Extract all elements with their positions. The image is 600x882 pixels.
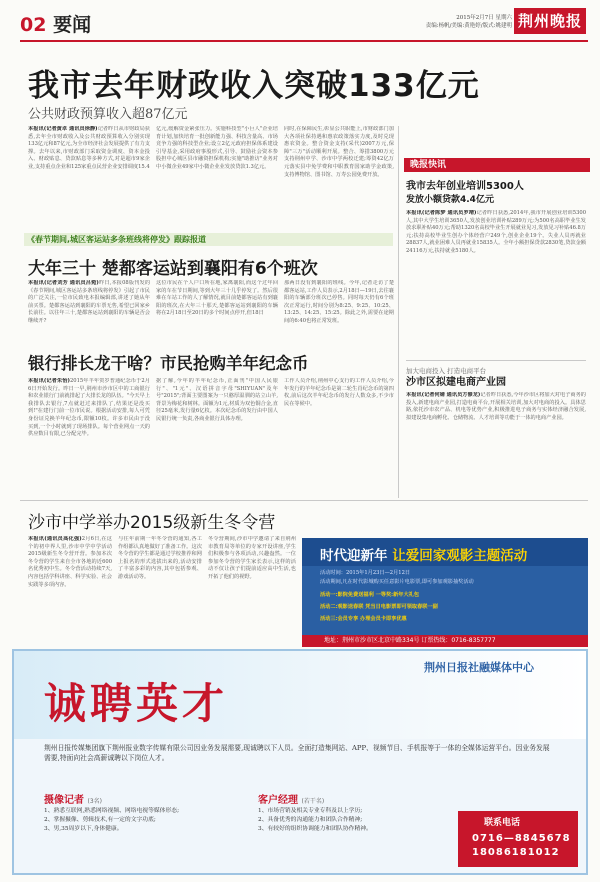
camp-byline: 本报讯(通讯员高化强) xyxy=(28,536,82,542)
sidebar-item2-title: 加大电商投入 打造电商平台 xyxy=(406,367,487,375)
role-account-reqs xyxy=(258,807,448,834)
header-rule xyxy=(20,40,588,42)
section-header xyxy=(20,10,91,37)
spring-col-1 xyxy=(28,280,150,342)
role-camera-count: (3名) xyxy=(87,798,102,805)
sidebar-item1-body xyxy=(406,210,586,356)
lead-text-1: 记者昨日从市财政局获悉,去年全市财政收入及公共财政预算收入分别实现133亿元和87亿元,为全市经济社会发展提供了有力支撑。去年以来,市财政部门采取资金调度、资本金投入、财政贴息、贷款贴息等多种方式,对是超市9家企业,支持重点企业和125家重点民营企业安排调度15.4 xyxy=(28,126,150,170)
role-camera-req-3: 3、男,35周岁以下,身体健康。 xyxy=(44,826,123,832)
cinema-ad-line-2: 活动期间,凡在时代影城购买任意影片电影票,即可参加观影抽奖活动 xyxy=(320,579,474,585)
coin-headline: 银行排长龙干啥？市民抢购羊年纪念币 xyxy=(28,354,309,373)
section-number: 02 xyxy=(20,14,47,36)
coin-text-2: 据了解,今年的羊年纪念币,正面刊"中国人民银行"、"1元"、汉语拼音字母"SHIYUAN"及年号"2015";背面主要图案为一只憨厚温驯的站立山羊,背景为梅花和树林。面额为1元,材质为双色铜合金,直径25毫米,发行量6亿枚。本次纪念币的发行由中国人民银行统一负责,各商业银行具体办理。 xyxy=(156,378,278,422)
issue-date: 2015年2月7日 星期六 xyxy=(456,15,512,21)
cinema-ad-title: 时代迎新年 让爱回家观影主题活动 xyxy=(320,548,528,564)
cinema-ad-line-4: 活动二:观影送春联 凭当日电影票即可领取春联一副 xyxy=(320,604,438,610)
camp-col-3 xyxy=(208,536,296,644)
masthead-logo: 荆州晚报 xyxy=(514,8,586,34)
spring-col-3 xyxy=(284,280,394,342)
lead-subhead: 公共财政预算收入超87亿元 xyxy=(28,107,188,122)
lead-col-2 xyxy=(156,126,278,222)
sidebar-item1-text: 记者昨日获悉,2014年,我市开展创业培训5300人,其中大学生培训3650人,发放创业培训补贴289万元;为500名高职毕业生发放求职补贴40万元;帮助1320名高校毕业生开展就业见习,发放见习补贴46.8万元;扶持高校毕业生创办个体经营户249个,创业企业19个。失业人员再就业28837人,就业困难人员再就业15835人。全年小额担保贷款2830笔,贷款金额24116万元,扶持就业5180人。 xyxy=(406,210,586,254)
hiring-ad-intro: 荆州日报传媒集团旗下荆州报业数字传媒有限公司因业务发展需要,现诚聘以下人员。全面打造集网站、APP、视频节目、手机报等于一体的全媒体运营平台。因业务发展需要,特面向社会高薪诚聘以下岗位人才。 xyxy=(44,744,550,762)
role-account-manager: 客户经理 (若干名) xyxy=(258,795,325,806)
cinema-ad-line-1: 活动时间：2015年1月23日—2月12日 xyxy=(320,570,411,576)
camp-col-1 xyxy=(28,536,112,644)
section-name: 要闻 xyxy=(53,14,92,36)
sidebar-item2-text: 记者昨日获悉,今年沙市区将加大对电子商务的投入,新建电商产业园,打造电商平台,开展相关培训,加大对电商的投入。具体思路,依托沙市农产品、机电等优势产业,积极推进电子商务与实体经济融合发展,拟建设集电商孵化、仓储物流、人才培训等功能于一体的电商产业园。 xyxy=(406,392,586,421)
dateline xyxy=(426,14,512,30)
cinema-ad xyxy=(302,538,588,647)
role-camera-req-2: 2、掌握摄像、剪辑技术,有一定的文字功底; xyxy=(44,817,156,823)
role-account-req-2: 2、具备优秀的沟通能力和团队合作精神; xyxy=(258,817,363,823)
followup-banner: 《春节期间,城区客运站多条班线将停发》跟踪报道 xyxy=(24,233,393,246)
spring-byline: 本报讯(记者刘芳 通讯员吕菀) xyxy=(28,280,99,286)
spring-text-1: 昨日,本报08版刊发的《春节期间,城区客运站多条班线将停发》引起了市民的广泛关注,一位市民致电本报编辑部,讲述了她从年前买票。楚都客运站到襄阳的车票无售,希望已回家乡长前往。以往年三十,楚都客运站到襄阳的车辆是否会继续开? xyxy=(28,280,150,324)
sidebar-rule xyxy=(406,360,586,361)
role-camera-req-1: 1、熟悉互联网,熟悉网络视频、网络电视等媒体形态; xyxy=(44,808,180,814)
camp-text-1: 2月6日,在这个的初中界人里,沙市中学中学活动2015级新生冬令营开营。参加本次冬令营的学生来自全市各地的近600名优秀初中生。冬令营活动持续7天,内容包括学科讲座、科学实验、社会实践等多项内容。 xyxy=(28,536,112,588)
spring-col-2 xyxy=(156,280,278,342)
sidebar-item2-subtitle: 沙市区拟建电商产业园 xyxy=(406,377,506,388)
lead-headline: 我市去年财政收入突破133亿元 xyxy=(28,68,480,104)
lead-text-3: 同时,在保障民生,彰显公共职能上,市财政部门加大各项社保持遇和惠农政策落实力度,及时兑现惠农资金。整合资金支持(采代)2007万元,保障"三万"活动顺利开展。整合、筹措3800万元支持荆州中学、沙市中学两校迁建;筹资42亿万元落实县中免学费和中职教育国家助学金政策,支持博物馆、图书馆、万寿公园免费开放。 xyxy=(284,126,394,178)
lead-col-3 xyxy=(284,126,394,222)
coin-byline: 本报讯(记者朱怡) xyxy=(28,378,70,384)
sidebar-item1-title: 我市去年创业培训5300人 xyxy=(406,181,524,192)
hiring-ad-title: 诚聘英才 xyxy=(44,679,229,728)
spring-text-2: 这位市民在个人户口所在地,家离襄阳,而这个过年回家的车在节日期间,等到大年三十几乎停发了。然后很难在车站工作的人了解情况,就目前楚都客运站有到襄阳的班次,在大年三十那天,楚都客运站到襄阳的车辆将在2月18日至20日的多个时间点停开,但18日 xyxy=(156,280,278,317)
cinema-ad-line-5: 活动三:会员专享 办理会员卡即享优惠 xyxy=(320,616,407,622)
camp-col-2 xyxy=(118,536,202,644)
sidebar-divider xyxy=(398,126,399,498)
editor-credits: 责编:杨帆/美编:黄艳婷/版式:姚建明 xyxy=(425,23,512,29)
sidebar-item2-byline: 本报讯(记者何婧 通讯员方修龙) xyxy=(406,392,481,398)
coin-text-1: 2015年羊年贺岁普通纪念币于2月6日开始发行。昨日一早,荆州市沙市区中的工商银行和农业银行门前就排起了大排长龙的队伍。"今天早上我排队去银行,7点就赶过来排队了,结果还是没买到!"在建行门前一位市民说。根据活动安排,每人可凭身份证兑换羊年纪念币,限额10枚。许多市民由于没买到,一个小时就到了现场排队。每个营业网点一天的供应数目有限,已分配完毕。 xyxy=(28,378,150,438)
company-logo-text: 荆州日报社融媒体中心 xyxy=(424,661,534,674)
coin-col-1 xyxy=(28,378,150,496)
camp-text-3: 冬令营期间,沙市中学邀请了来自荆州市教育局等单位的专家开设讲座,学生们积极参与各项活动,兴趣盎然。一位参加冬令营的学生家长表示,这样的活动不仅让孩子们提前适应高中生活,也开拓了他们的视野。 xyxy=(208,536,296,580)
role-camera-reporter: 摄像记者 (3名) xyxy=(44,795,102,806)
camp-headline: 沙市中学举办2015级新生冬令营 xyxy=(28,513,276,533)
coin-text-3: 工作人员介绍,荆州中心支行的工作人员介绍,今年发行的羊年纪念币是第二轮生肖纪念币的第四枚,前后这次羊年纪念币的发行人数众多,不少市民在等候中。 xyxy=(284,378,394,407)
lead-col-1 xyxy=(28,126,150,222)
spring-text-3: 那两日没有到襄阳的班线。今年,记者走访了楚都客运站,工作人员表示,2月18日—19日,去往襄阳的车辆部分班次已停售。同时每天仍有6个班次正常运行,时间分别为8:25、9:25、10:25、13:25、14:25、15:25。除此之外,需要在途期间的6:40也将正常发班。 xyxy=(284,280,394,324)
section-rule xyxy=(20,500,588,501)
lead-byline: 本报讯(记者黄卓 通讯员徐静) xyxy=(28,126,98,132)
cinema-ad-footer: 地址：荆州市沙市区北京中路334号 订票热线：0716-8357777 xyxy=(302,635,588,647)
sidebar-item1-subtitle: 发放小额贷款4.4亿元 xyxy=(406,195,494,205)
role-account-req-3: 3、有较好的组织协调能力和团队协作精神。 xyxy=(258,826,372,832)
role-account-count: (若干名) xyxy=(301,798,325,805)
company-logo xyxy=(424,659,574,697)
coin-col-2 xyxy=(156,378,278,496)
hiring-ad xyxy=(12,649,588,875)
sidebar-title: 晚报快讯 xyxy=(404,158,590,172)
contact-box xyxy=(458,811,578,867)
role-camera-reqs xyxy=(44,807,244,834)
role-account-req-1: 1、市场营销及相关专业专科及以上学历; xyxy=(258,808,363,814)
contact-label: 联系电话 xyxy=(484,818,521,828)
sidebar-item1-byline: 本报讯(记者陈梦 通讯员罗靖) xyxy=(406,210,477,216)
camp-text-2: 与往年前期一年冬令营的通知,各工作组都认真地做好了准备工作。这次冬令营的学生都是通过学校推荐和网上报名的形式选拔出来的,活动安排了丰富多彩的内容,其中包括参观、游戏活动等。 xyxy=(118,536,202,580)
coin-col-3 xyxy=(284,378,394,496)
spring-headline: 大年三十 楚都客运站到襄阳有6个班次 xyxy=(28,259,318,279)
contact-phone-2: 18086181012 xyxy=(472,847,560,858)
contact-phone-1: 0716—8845678 xyxy=(472,833,571,844)
cinema-ad-line-3: 活动一:影院免费送福利 一等奖:新年大礼包 xyxy=(320,592,420,598)
lead-text-2: 亿元,缓解资金紧张压力。实施科技型"小巨人"企业培育计划,加快培育一批创新能力强、科技含量高、市场竞争力强的科技型企业;设立2亿元政府担保体系建设引导基金,采用政府事股形式,引导、鼓励社会资本参股担中心城区县市融资担保机构;实施"助推访"业务对中小微企业49家中小微企业业发放贷款1.3亿元。 xyxy=(156,126,278,170)
sidebar-item2-body xyxy=(406,392,586,496)
